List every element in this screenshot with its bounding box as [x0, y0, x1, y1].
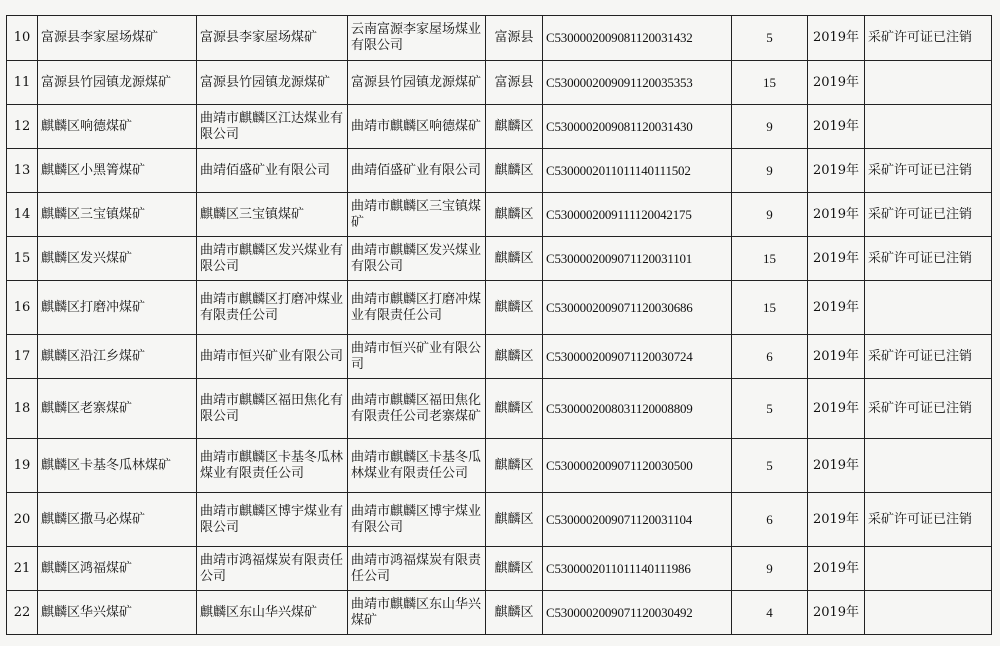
- license-number-cell: C5300002011011140111502: [543, 149, 732, 193]
- row-number-cell: 12: [7, 105, 38, 149]
- company-name-cell: 曲靖市麒麟区博宇煤业有限公司: [197, 493, 348, 547]
- license-holder-cell: 曲靖佰盛矿业有限公司: [348, 149, 486, 193]
- mine-name-cell: 麒麟区华兴煤矿: [38, 591, 197, 635]
- company-name-cell: 曲靖佰盛矿业有限公司: [197, 149, 348, 193]
- license-number-cell: C5300002009071120030724: [543, 335, 732, 379]
- row-number-cell: 15: [7, 237, 38, 281]
- row-number-cell: 18: [7, 379, 38, 439]
- company-name-cell: 曲靖市麒麟区打磨冲煤业有限责任公司: [197, 281, 348, 335]
- license-number-cell: C5300002009071120031101: [543, 237, 732, 281]
- closure-year-cell: 2019年: [808, 493, 865, 547]
- capacity-cell: 15: [732, 61, 808, 105]
- county-cell: 麒麟区: [486, 281, 543, 335]
- county-cell: 富源县: [486, 61, 543, 105]
- remark-cell: 采矿许可证已注销: [865, 149, 992, 193]
- mine-name-cell: 麒麟区沿江乡煤矿: [38, 335, 197, 379]
- license-number-cell: C5300002011011140111986: [543, 547, 732, 591]
- county-cell: 麒麟区: [486, 335, 543, 379]
- capacity-cell: 6: [732, 493, 808, 547]
- capacity-cell: 9: [732, 105, 808, 149]
- company-name-cell: 麒麟区东山华兴煤矿: [197, 591, 348, 635]
- company-name-cell: 曲靖市麒麟区发兴煤业有限公司: [197, 237, 348, 281]
- mine-name-cell: 麒麟区撒马必煤矿: [38, 493, 197, 547]
- company-name-cell: 曲靖市麒麟区卡基冬瓜林煤业有限责任公司: [197, 439, 348, 493]
- closure-year-cell: 2019年: [808, 335, 865, 379]
- company-name-cell: 富源县竹园镇龙源煤矿: [197, 61, 348, 105]
- table-row: [7, 335, 992, 379]
- capacity-cell: 5: [732, 16, 808, 61]
- license-number-cell: C5300002009111120042175: [543, 193, 732, 237]
- closure-year-cell: 2019年: [808, 281, 865, 335]
- table-row: [7, 237, 992, 281]
- capacity-cell: 9: [732, 149, 808, 193]
- license-holder-cell: 曲靖市麒麟区响德煤矿: [348, 105, 486, 149]
- license-number-cell: C5300002009071120030686: [543, 281, 732, 335]
- remark-cell: 采矿许可证已注销: [865, 335, 992, 379]
- remark-cell: 采矿许可证已注销: [865, 16, 992, 61]
- company-name-cell: 曲靖市麒麟区福田焦化有限公司: [197, 379, 348, 439]
- mine-name-cell: 麒麟区卡基冬瓜林煤矿: [38, 439, 197, 493]
- table-row: [7, 379, 992, 439]
- row-number-cell: 13: [7, 149, 38, 193]
- mine-name-cell: 麒麟区老寨煤矿: [38, 379, 197, 439]
- closure-year-cell: 2019年: [808, 379, 865, 439]
- capacity-cell: 5: [732, 379, 808, 439]
- remark-cell: 采矿许可证已注销: [865, 237, 992, 281]
- license-holder-cell: 曲靖市麒麟区博宇煤业有限公司: [348, 493, 486, 547]
- county-cell: 麒麟区: [486, 193, 543, 237]
- row-number-cell: 19: [7, 439, 38, 493]
- county-cell: 麒麟区: [486, 493, 543, 547]
- license-holder-cell: 曲靖市麒麟区三宝镇煤矿: [348, 193, 486, 237]
- closure-year-cell: 2019年: [808, 193, 865, 237]
- remark-cell: [865, 547, 992, 591]
- license-holder-cell: 曲靖市麒麟区福田焦化有限责任公司老寨煤矿: [348, 379, 486, 439]
- row-number-cell: 21: [7, 547, 38, 591]
- license-holder-cell: 曲靖市麒麟区打磨冲煤业有限责任公司: [348, 281, 486, 335]
- capacity-cell: 9: [732, 547, 808, 591]
- closure-year-cell: 2019年: [808, 149, 865, 193]
- mine-table: [6, 15, 992, 635]
- mine-name-cell: 麒麟区小黑箐煤矿: [38, 149, 197, 193]
- county-cell: 麒麟区: [486, 439, 543, 493]
- capacity-cell: 9: [732, 193, 808, 237]
- mine-name-cell: 富源县竹园镇龙源煤矿: [38, 61, 197, 105]
- license-holder-cell: 曲靖市麒麟区东山华兴煤矿: [348, 591, 486, 635]
- mine-name-cell: 麒麟区发兴煤矿: [38, 237, 197, 281]
- license-number-cell: C5300002009091120035353: [543, 61, 732, 105]
- mine-name-cell: 麒麟区鸿福煤矿: [38, 547, 197, 591]
- remark-cell: [865, 61, 992, 105]
- row-number-cell: 16: [7, 281, 38, 335]
- table-row: [7, 16, 992, 61]
- row-number-cell: 20: [7, 493, 38, 547]
- capacity-cell: 6: [732, 335, 808, 379]
- county-cell: 麒麟区: [486, 105, 543, 149]
- closure-year-cell: 2019年: [808, 547, 865, 591]
- county-cell: 麒麟区: [486, 149, 543, 193]
- company-name-cell: 曲靖市恒兴矿业有限公司: [197, 335, 348, 379]
- county-cell: 麒麟区: [486, 237, 543, 281]
- closure-year-cell: 2019年: [808, 591, 865, 635]
- table-row: [7, 193, 992, 237]
- capacity-cell: 15: [732, 237, 808, 281]
- closure-year-cell: 2019年: [808, 439, 865, 493]
- row-number-cell: 22: [7, 591, 38, 635]
- license-number-cell: C5300002009071120031104: [543, 493, 732, 547]
- table-row: [7, 61, 992, 105]
- mine-name-cell: 麒麟区三宝镇煤矿: [38, 193, 197, 237]
- remark-cell: [865, 591, 992, 635]
- table-row: [7, 281, 992, 335]
- row-number-cell: 14: [7, 193, 38, 237]
- table-row: [7, 149, 992, 193]
- remark-cell: [865, 281, 992, 335]
- remark-cell: [865, 439, 992, 493]
- license-number-cell: C5300002009071120030500: [543, 439, 732, 493]
- capacity-cell: 4: [732, 591, 808, 635]
- license-holder-cell: 云南富源李家屋场煤业有限公司: [348, 16, 486, 61]
- mine-name-cell: 富源县李家屋场煤矿: [38, 16, 197, 61]
- row-number-cell: 17: [7, 335, 38, 379]
- county-cell: 麒麟区: [486, 379, 543, 439]
- closure-year-cell: 2019年: [808, 105, 865, 149]
- company-name-cell: 曲靖市麒麟区江达煤业有限公司: [197, 105, 348, 149]
- license-holder-cell: 曲靖市麒麟区卡基冬瓜林煤业有限责任公司: [348, 439, 486, 493]
- license-holder-cell: 曲靖市恒兴矿业有限公司: [348, 335, 486, 379]
- remark-cell: 采矿许可证已注销: [865, 493, 992, 547]
- table-row: [7, 547, 992, 591]
- county-cell: 富源县: [486, 16, 543, 61]
- closure-year-cell: 2019年: [808, 237, 865, 281]
- remark-cell: [865, 105, 992, 149]
- company-name-cell: 曲靖市鸿福煤炭有限责任公司: [197, 547, 348, 591]
- company-name-cell: 麒麟区三宝镇煤矿: [197, 193, 348, 237]
- closure-year-cell: 2019年: [808, 61, 865, 105]
- remark-cell: 采矿许可证已注销: [865, 379, 992, 439]
- license-holder-cell: 曲靖市鸿福煤炭有限责任公司: [348, 547, 486, 591]
- license-number-cell: C5300002009081120031432: [543, 16, 732, 61]
- license-number-cell: C5300002009081120031430: [543, 105, 732, 149]
- capacity-cell: 15: [732, 281, 808, 335]
- license-holder-cell: 曲靖市麒麟区发兴煤业有限公司: [348, 237, 486, 281]
- closure-year-cell: 2019年: [808, 16, 865, 61]
- company-name-cell: 富源县李家屋场煤矿: [197, 16, 348, 61]
- row-number-cell: 10: [7, 16, 38, 61]
- license-number-cell: C5300002009071120030492: [543, 591, 732, 635]
- table-row: [7, 493, 992, 547]
- table-row: [7, 105, 992, 149]
- county-cell: 麒麟区: [486, 547, 543, 591]
- remark-cell: 采矿许可证已注销: [865, 193, 992, 237]
- county-cell: 麒麟区: [486, 591, 543, 635]
- table-row: [7, 439, 992, 493]
- mine-table-body: [7, 16, 992, 635]
- mine-name-cell: 麒麟区响德煤矿: [38, 105, 197, 149]
- license-holder-cell: 富源县竹园镇龙源煤矿: [348, 61, 486, 105]
- capacity-cell: 5: [732, 439, 808, 493]
- mine-name-cell: 麒麟区打磨冲煤矿: [38, 281, 197, 335]
- table-row: [7, 591, 992, 635]
- row-number-cell: 11: [7, 61, 38, 105]
- license-number-cell: C5300002008031120008809: [543, 379, 732, 439]
